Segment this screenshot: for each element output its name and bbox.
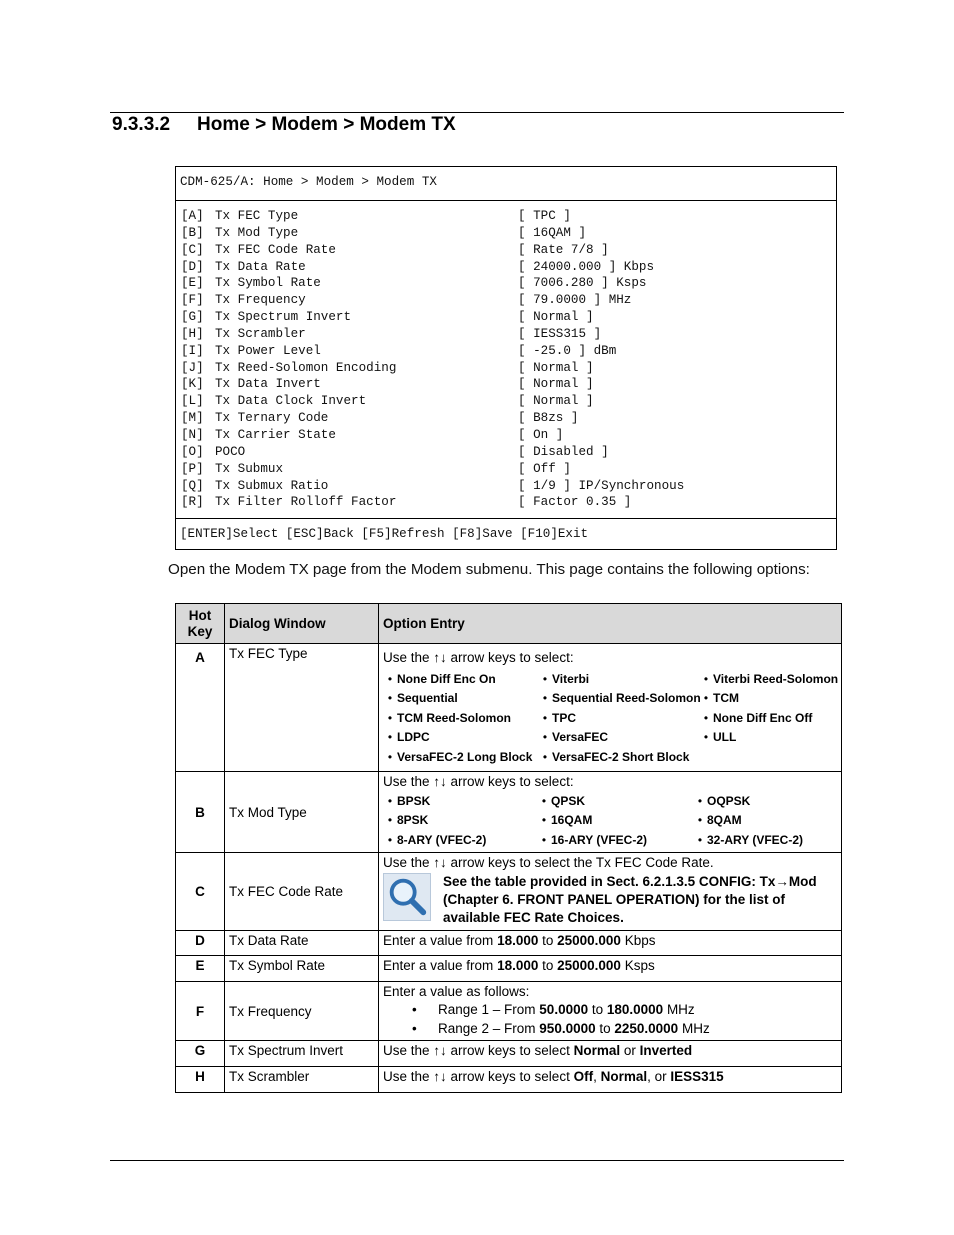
terminal-screen bbox=[175, 166, 837, 550]
hot-key: F bbox=[176, 982, 225, 1041]
terminal-hotkey: [C] bbox=[181, 242, 204, 257]
terminal-menu-row bbox=[181, 427, 836, 444]
terminal-menu-row bbox=[181, 259, 836, 276]
terminal-divider bbox=[176, 200, 836, 201]
option-item: • VersaFEC bbox=[538, 728, 699, 747]
option-instruction: Use the ↑↓ arrow keys to select: bbox=[383, 774, 574, 789]
terminal-hotkey: [A] bbox=[181, 209, 204, 223]
terminal-label: Tx Symbol Rate bbox=[215, 276, 321, 291]
terminal-value: [ Normal ] bbox=[518, 360, 594, 375]
terminal-hotkey: [K] bbox=[181, 377, 204, 392]
terminal-hotkey: [P] bbox=[181, 461, 204, 476]
section-heading bbox=[112, 114, 456, 136]
magnifier-icon bbox=[383, 873, 431, 921]
option-item: • 16QAM bbox=[537, 811, 693, 830]
terminal-value: [ 1/9 ] IP/Synchronous bbox=[518, 478, 685, 493]
option-item: • Viterbi bbox=[538, 670, 699, 689]
terminal-value: [ Off ] bbox=[518, 461, 571, 476]
terminal-label: Tx Submux bbox=[215, 461, 284, 476]
terminal-value: [ On ] bbox=[518, 427, 564, 442]
terminal-hotkey: [D] bbox=[181, 259, 204, 274]
table-row bbox=[176, 1067, 842, 1093]
terminal-menu-row bbox=[181, 444, 836, 461]
terminal-label: Tx FEC Code Rate bbox=[215, 242, 336, 257]
hot-key: B bbox=[176, 772, 225, 853]
bottom-rule bbox=[110, 1160, 844, 1161]
hot-key: E bbox=[176, 956, 225, 982]
terminal-menu-row bbox=[181, 309, 836, 326]
header-dialog-window: Dialog Window bbox=[225, 604, 379, 644]
dialog-window: Tx Symbol Rate bbox=[225, 956, 379, 982]
terminal-menu-row bbox=[181, 461, 836, 478]
terminal-label: Tx Filter Rolloff Factor bbox=[215, 495, 397, 510]
terminal-hotkey: [E] bbox=[181, 276, 204, 291]
table-row bbox=[176, 931, 842, 956]
terminal-label: Tx Carrier State bbox=[215, 427, 336, 442]
option-item: • QPSK bbox=[537, 792, 693, 811]
table-row bbox=[176, 772, 842, 853]
terminal-menu bbox=[181, 208, 836, 511]
terminal-menu-row bbox=[181, 478, 836, 495]
terminal-hotkey: [J] bbox=[181, 360, 204, 375]
option-item: • None Diff Enc On bbox=[383, 670, 538, 689]
reference-note bbox=[383, 873, 837, 927]
option-item: • LDPC bbox=[383, 728, 538, 747]
option-item: • ULL bbox=[699, 728, 838, 747]
terminal-value: [ Normal ] bbox=[518, 310, 594, 325]
table-row bbox=[176, 853, 842, 931]
terminal-label: Tx Power Level bbox=[215, 343, 321, 358]
terminal-menu-row bbox=[181, 292, 836, 309]
option-entry: Enter a value from 18.000 to 25000.000 Ksps bbox=[379, 956, 842, 982]
terminal-menu-row bbox=[181, 494, 836, 511]
terminal-menu-row bbox=[181, 410, 836, 427]
terminal-label: POCO bbox=[215, 444, 246, 459]
terminal-hotkey: [F] bbox=[181, 293, 204, 308]
mod-type-list bbox=[383, 792, 837, 850]
terminal-value: [ 16QAM ] bbox=[518, 225, 587, 240]
table-row bbox=[176, 982, 842, 1041]
option-item: • 8-ARY (VFEC-2) bbox=[383, 831, 537, 850]
option-item: • 8PSK bbox=[383, 811, 537, 830]
terminal-menu-row bbox=[181, 326, 836, 343]
terminal-divider bbox=[176, 518, 836, 519]
terminal-hotkey: [Q] bbox=[181, 478, 204, 493]
hot-key: G bbox=[176, 1041, 225, 1067]
option-item: • BPSK bbox=[383, 792, 537, 811]
terminal-label: Tx FEC Type bbox=[215, 209, 299, 223]
dialog-window: Tx Mod Type bbox=[225, 772, 379, 853]
option-item: • OQPSK bbox=[693, 792, 837, 811]
terminal-value: [ 7006.280 ] Ksps bbox=[518, 276, 647, 291]
dialog-window: Tx Frequency bbox=[225, 982, 379, 1041]
option-instruction: Enter a value as follows: bbox=[383, 984, 530, 1000]
terminal-value: [ B8zs ] bbox=[518, 411, 579, 426]
dialog-window: Tx FEC Type bbox=[225, 644, 379, 772]
terminal-value: [ Normal ] bbox=[518, 377, 594, 392]
terminal-value: [ Factor 0.35 ] bbox=[518, 495, 632, 510]
terminal-value: [ 79.0000 ] MHz bbox=[518, 293, 632, 308]
range-2: • Range 2 – From 950.0000 to 2250.0000 MHz bbox=[383, 1019, 837, 1038]
dialog-window: Tx Scrambler bbox=[225, 1067, 379, 1093]
terminal-menu-row bbox=[181, 343, 836, 360]
terminal-value: [ Disabled ] bbox=[518, 444, 609, 459]
table-row bbox=[176, 956, 842, 982]
terminal-label: Tx Mod Type bbox=[215, 225, 299, 240]
option-entry: Use the ↑↓ arrow keys to select Off, Normal, or IESS315 bbox=[379, 1067, 842, 1093]
terminal-label: Tx Spectrum Invert bbox=[215, 310, 352, 325]
option-item: • Sequential bbox=[383, 689, 538, 708]
header-hot-key: Hot Key bbox=[176, 604, 225, 644]
option-item: • TCM Reed-Solomon bbox=[383, 709, 538, 728]
terminal-menu-row bbox=[181, 275, 836, 292]
option-item: • 8QAM bbox=[693, 811, 837, 830]
terminal-hotkey: [I] bbox=[181, 343, 204, 358]
terminal-hotkey: [B] bbox=[181, 225, 204, 240]
option-item: • TCM bbox=[699, 689, 838, 708]
terminal-label: Tx Frequency bbox=[215, 293, 306, 308]
terminal-label: Tx Submux Ratio bbox=[215, 478, 329, 493]
terminal-value: [ 24000.000 ] Kbps bbox=[518, 259, 655, 274]
terminal-menu-row bbox=[181, 225, 836, 242]
range-1: • Range 1 – From 50.0000 to 180.0000 MHz bbox=[383, 1000, 837, 1019]
table-header-row bbox=[176, 604, 842, 644]
option-entry bbox=[379, 853, 842, 931]
hot-key: A bbox=[176, 644, 225, 772]
terminal-label: Tx Scrambler bbox=[215, 326, 306, 341]
option-entry: Use the ↑↓ arrow keys to select Normal or Inverted bbox=[379, 1041, 842, 1067]
header-option-entry: Option Entry bbox=[379, 604, 842, 644]
option-item: • Sequential Reed-Solomon bbox=[538, 689, 699, 708]
dialog-window: Tx Spectrum Invert bbox=[225, 1041, 379, 1067]
section-title: Home > Modem > Modem TX bbox=[197, 114, 456, 135]
option-item: • 32-ARY (VFEC-2) bbox=[693, 831, 837, 850]
terminal-menu-row bbox=[181, 360, 836, 377]
terminal-menu-row bbox=[181, 393, 836, 410]
dialog-window: Tx Data Rate bbox=[225, 931, 379, 956]
table-row bbox=[176, 644, 842, 772]
terminal-value: [ TPC ] bbox=[518, 209, 571, 223]
option-entry bbox=[379, 772, 842, 853]
terminal-label: Tx Data Rate bbox=[215, 259, 306, 274]
frequency-ranges bbox=[383, 1000, 837, 1038]
terminal-value: [ IESS315 ] bbox=[518, 326, 602, 341]
terminal-hotkey: [N] bbox=[181, 427, 204, 442]
terminal-hotkey: [O] bbox=[181, 444, 204, 459]
hot-key: H bbox=[176, 1067, 225, 1093]
option-instruction: Use the ↑↓ arrow keys to select the Tx FEC Code Rate. bbox=[383, 855, 714, 871]
terminal-value: [ Normal ] bbox=[518, 394, 594, 409]
terminal-hotkey: [M] bbox=[181, 411, 204, 426]
dialog-window: Tx FEC Code Rate bbox=[225, 853, 379, 931]
terminal-value: [ -25.0 ] dBm bbox=[518, 343, 617, 358]
terminal-hotkey: [H] bbox=[181, 326, 204, 341]
section-number: 9.3.3.2 bbox=[112, 114, 171, 135]
hot-key: C bbox=[176, 853, 225, 931]
table-row bbox=[176, 1041, 842, 1067]
option-entry bbox=[379, 644, 842, 772]
fec-type-list bbox=[383, 670, 837, 767]
option-item: • TPC bbox=[538, 709, 699, 728]
terminal-label: Tx Reed-Solomon Encoding bbox=[215, 360, 397, 375]
terminal-hotkey: [G] bbox=[181, 310, 204, 325]
terminal-label: Tx Data Clock Invert bbox=[215, 394, 367, 409]
terminal-label: Tx Data Invert bbox=[215, 377, 321, 392]
option-item: • None Diff Enc Off bbox=[699, 709, 838, 728]
option-entry: Enter a value from 18.000 to 25000.000 Kbps bbox=[379, 931, 842, 956]
intro-text: Open the Modem TX page from the Modem submenu. This page contains the following options: bbox=[168, 561, 810, 578]
options-table bbox=[175, 603, 842, 1093]
terminal-footer: [ENTER]Select [ESC]Back [F5]Refresh [F8]Save [F10]Exit bbox=[180, 527, 589, 541]
hot-key: D bbox=[176, 931, 225, 956]
terminal-menu-row bbox=[181, 242, 836, 259]
option-entry bbox=[379, 982, 842, 1041]
option-item: • VersaFEC-2 Long Block bbox=[383, 748, 538, 767]
terminal-hotkey: [L] bbox=[181, 394, 204, 409]
terminal-menu-row bbox=[181, 376, 836, 393]
terminal-value: [ Rate 7/8 ] bbox=[518, 242, 609, 257]
terminal-hotkey: [R] bbox=[181, 495, 204, 510]
terminal-menu-row bbox=[181, 208, 836, 225]
terminal-label: Tx Ternary Code bbox=[215, 411, 329, 426]
option-item: • 16-ARY (VFEC-2) bbox=[537, 831, 693, 850]
option-item: • Viterbi Reed-Solomon bbox=[699, 670, 838, 689]
option-instruction: Use the ↑↓ arrow keys to select: bbox=[383, 650, 574, 665]
top-rule bbox=[110, 112, 844, 113]
reference-note-text: See the table provided in Sect. 6.2.1.3.5 CONFIG: Tx→Mod (Chapter 6. FRONT PANEL OPERATION) for the list of available FEC Rate Choices. bbox=[443, 874, 817, 926]
terminal-header: CDM-625/A: Home > Modem > Modem TX bbox=[180, 175, 437, 189]
option-item: • VersaFEC-2 Short Block bbox=[538, 748, 699, 767]
